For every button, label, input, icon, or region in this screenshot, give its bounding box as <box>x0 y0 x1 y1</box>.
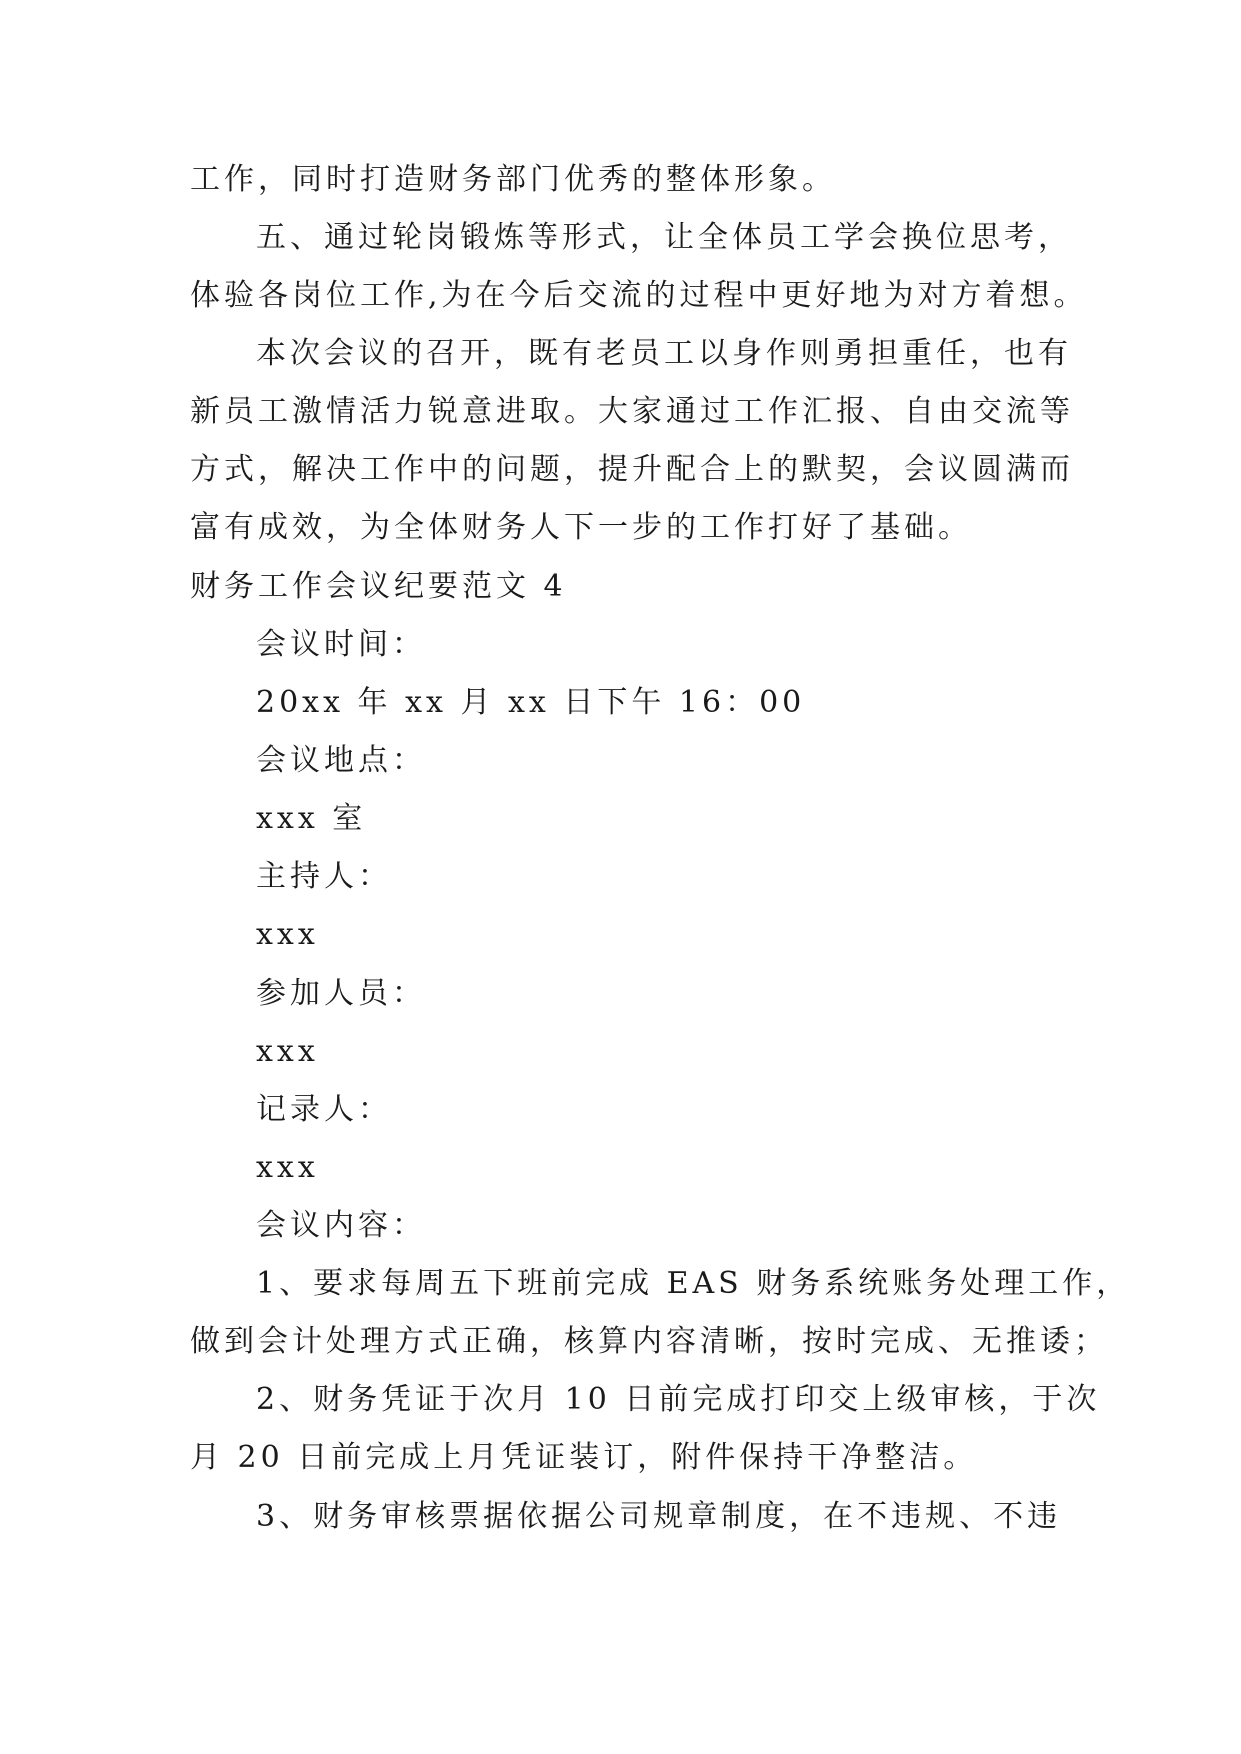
paragraph-five-line: 五、通过轮岗锻炼等形式，让全体员工学会换位思考， <box>256 220 1072 255</box>
summary-paragraph-line: 本次会议的召开，既有老员工以身作则勇担重任，也有 <box>256 336 1072 371</box>
meeting-location-label: 会议地点： <box>256 743 426 778</box>
content-item-2-line: 月 20 日前完成上月凭证装订，附件保持干净整洁。 <box>190 1440 978 1475</box>
meeting-content-label: 会议内容： <box>256 1208 426 1243</box>
meeting-location-value: xxx 室 <box>256 801 367 836</box>
content-item-2-line: 2、财务凭证于次月 10 日前完成打印交上级审核，于次 <box>256 1382 1101 1417</box>
content-item-3-line: 3、财务审核票据依据公司规章制度，在不违规、不违 <box>256 1499 1062 1534</box>
body-text-line: 工作，同时打造财务部门优秀的整体形象。 <box>190 162 836 197</box>
body-text-line: 体验各岗位工作,为在今后交流的过程中更好地为对方着想。 <box>190 278 1088 313</box>
meeting-time-label: 会议时间： <box>256 627 426 662</box>
section-heading: 财务工作会议纪要范文 4 <box>190 569 567 604</box>
recorder-value: xxx <box>256 1150 319 1185</box>
attendees-value: xxx <box>256 1034 319 1069</box>
attendees-label: 参加人员： <box>256 976 426 1011</box>
host-label: 主持人： <box>256 859 392 894</box>
meeting-time-value: 20xx 年 xx 月 xx 日下午 16：00 <box>256 685 806 720</box>
body-text-line: 富有成效，为全体财务人下一步的工作打好了基础。 <box>190 510 972 545</box>
body-text-line: 新员工激情活力锐意进取。大家通过工作汇报、自由交流等 <box>190 394 1074 429</box>
content-item-1-line: 1、要求每周五下班前完成 EAS 财务系统账务处理工作， <box>256 1266 1131 1301</box>
body-text-line: 方式，解决工作中的问题，提升配合上的默契，会议圆满而 <box>190 452 1074 487</box>
host-value: xxx <box>256 917 319 952</box>
recorder-label: 记录人： <box>256 1092 392 1127</box>
content-item-1-line: 做到会计处理方式正确，核算内容清晰，按时完成、无推诿； <box>190 1324 1108 1359</box>
